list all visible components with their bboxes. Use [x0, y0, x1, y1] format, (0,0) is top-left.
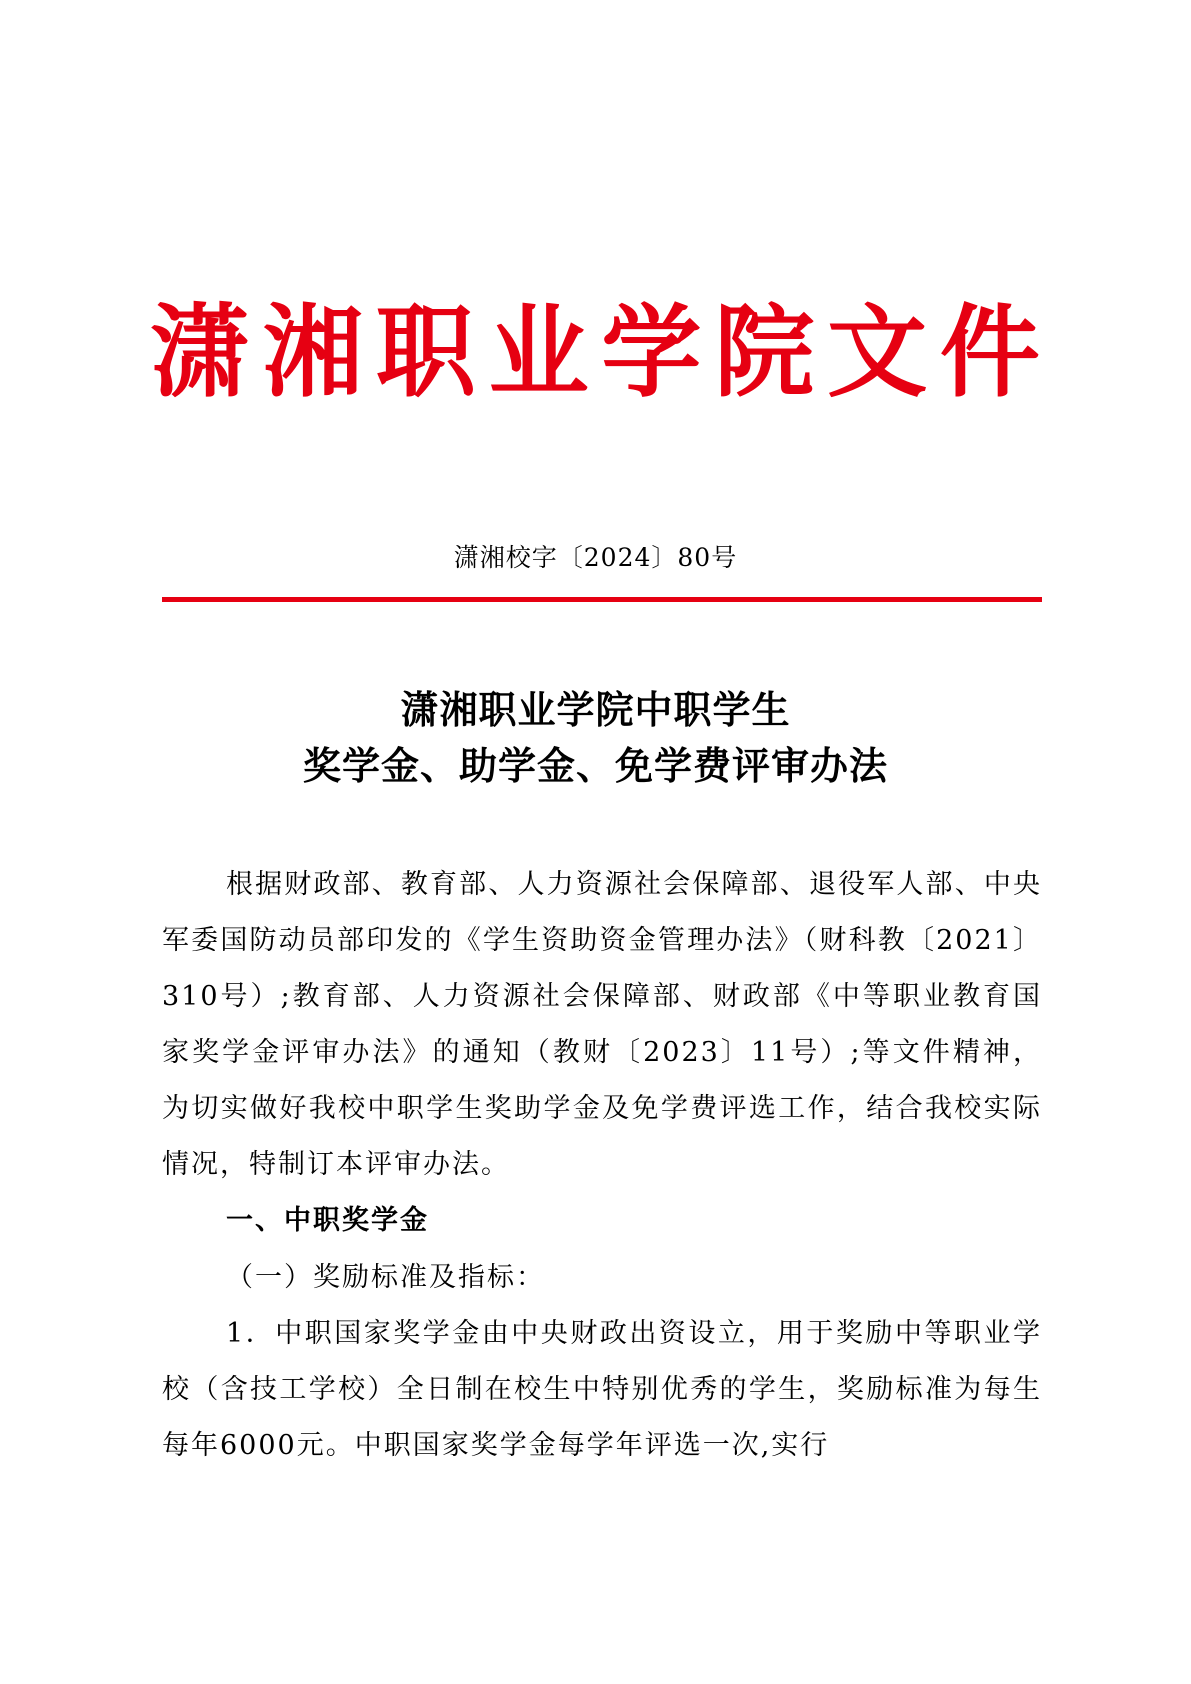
red-divider-line — [162, 597, 1042, 602]
item-paragraph: 1．中职国家奖学金由中央财政出资设立，用于奖励中等职业学校（含技工学校）全日制在校生中特别优秀的学生，奖励标准为每生每年6000元。中职国家奖学金每学年评选一次,实行 — [162, 1318, 1042, 1461]
masthead-char: 学 — [601, 293, 702, 411]
masthead-char: 文 — [827, 293, 928, 411]
masthead-char: 湘 — [262, 293, 363, 411]
document-number: 潇湘校字〔2024〕80号 — [453, 543, 738, 572]
masthead — [150, 292, 1040, 412]
masthead-char: 业 — [488, 293, 589, 411]
document-title-line-1: 潇湘职业学院中职学生 — [400, 687, 791, 732]
masthead-char: 院 — [714, 293, 815, 411]
masthead-char: 职 — [375, 293, 476, 411]
masthead-char: 件 — [939, 293, 1040, 411]
section-heading: 一、中职奖学金 — [226, 1205, 429, 1236]
intro-paragraph-block — [162, 857, 1042, 1193]
masthead-char: 潇 — [150, 293, 250, 411]
subsection-heading: （一）奖励标准及指标： — [226, 1262, 545, 1293]
item-paragraph-block — [162, 1306, 1042, 1474]
intro-paragraph: 根据财政部、教育部、人力资源社会保障部、退役军人部、中央军委国防动员部印发的《学生资助资金管理办法》（财科教〔2021〕310号）;教育部、人力资源社会保障部、财政部《中等职业教育国家奖学金评审办法》的通知（教财〔2023〕11号）;等文件精神，为切实做好我校中职学生奖助学金及免学费评选工作，结合我校实际情况，特制订本评审办法。 — [162, 869, 1042, 1180]
document-title-line-2: 奖学金、助学金、免学费评审办法 — [302, 743, 888, 788]
